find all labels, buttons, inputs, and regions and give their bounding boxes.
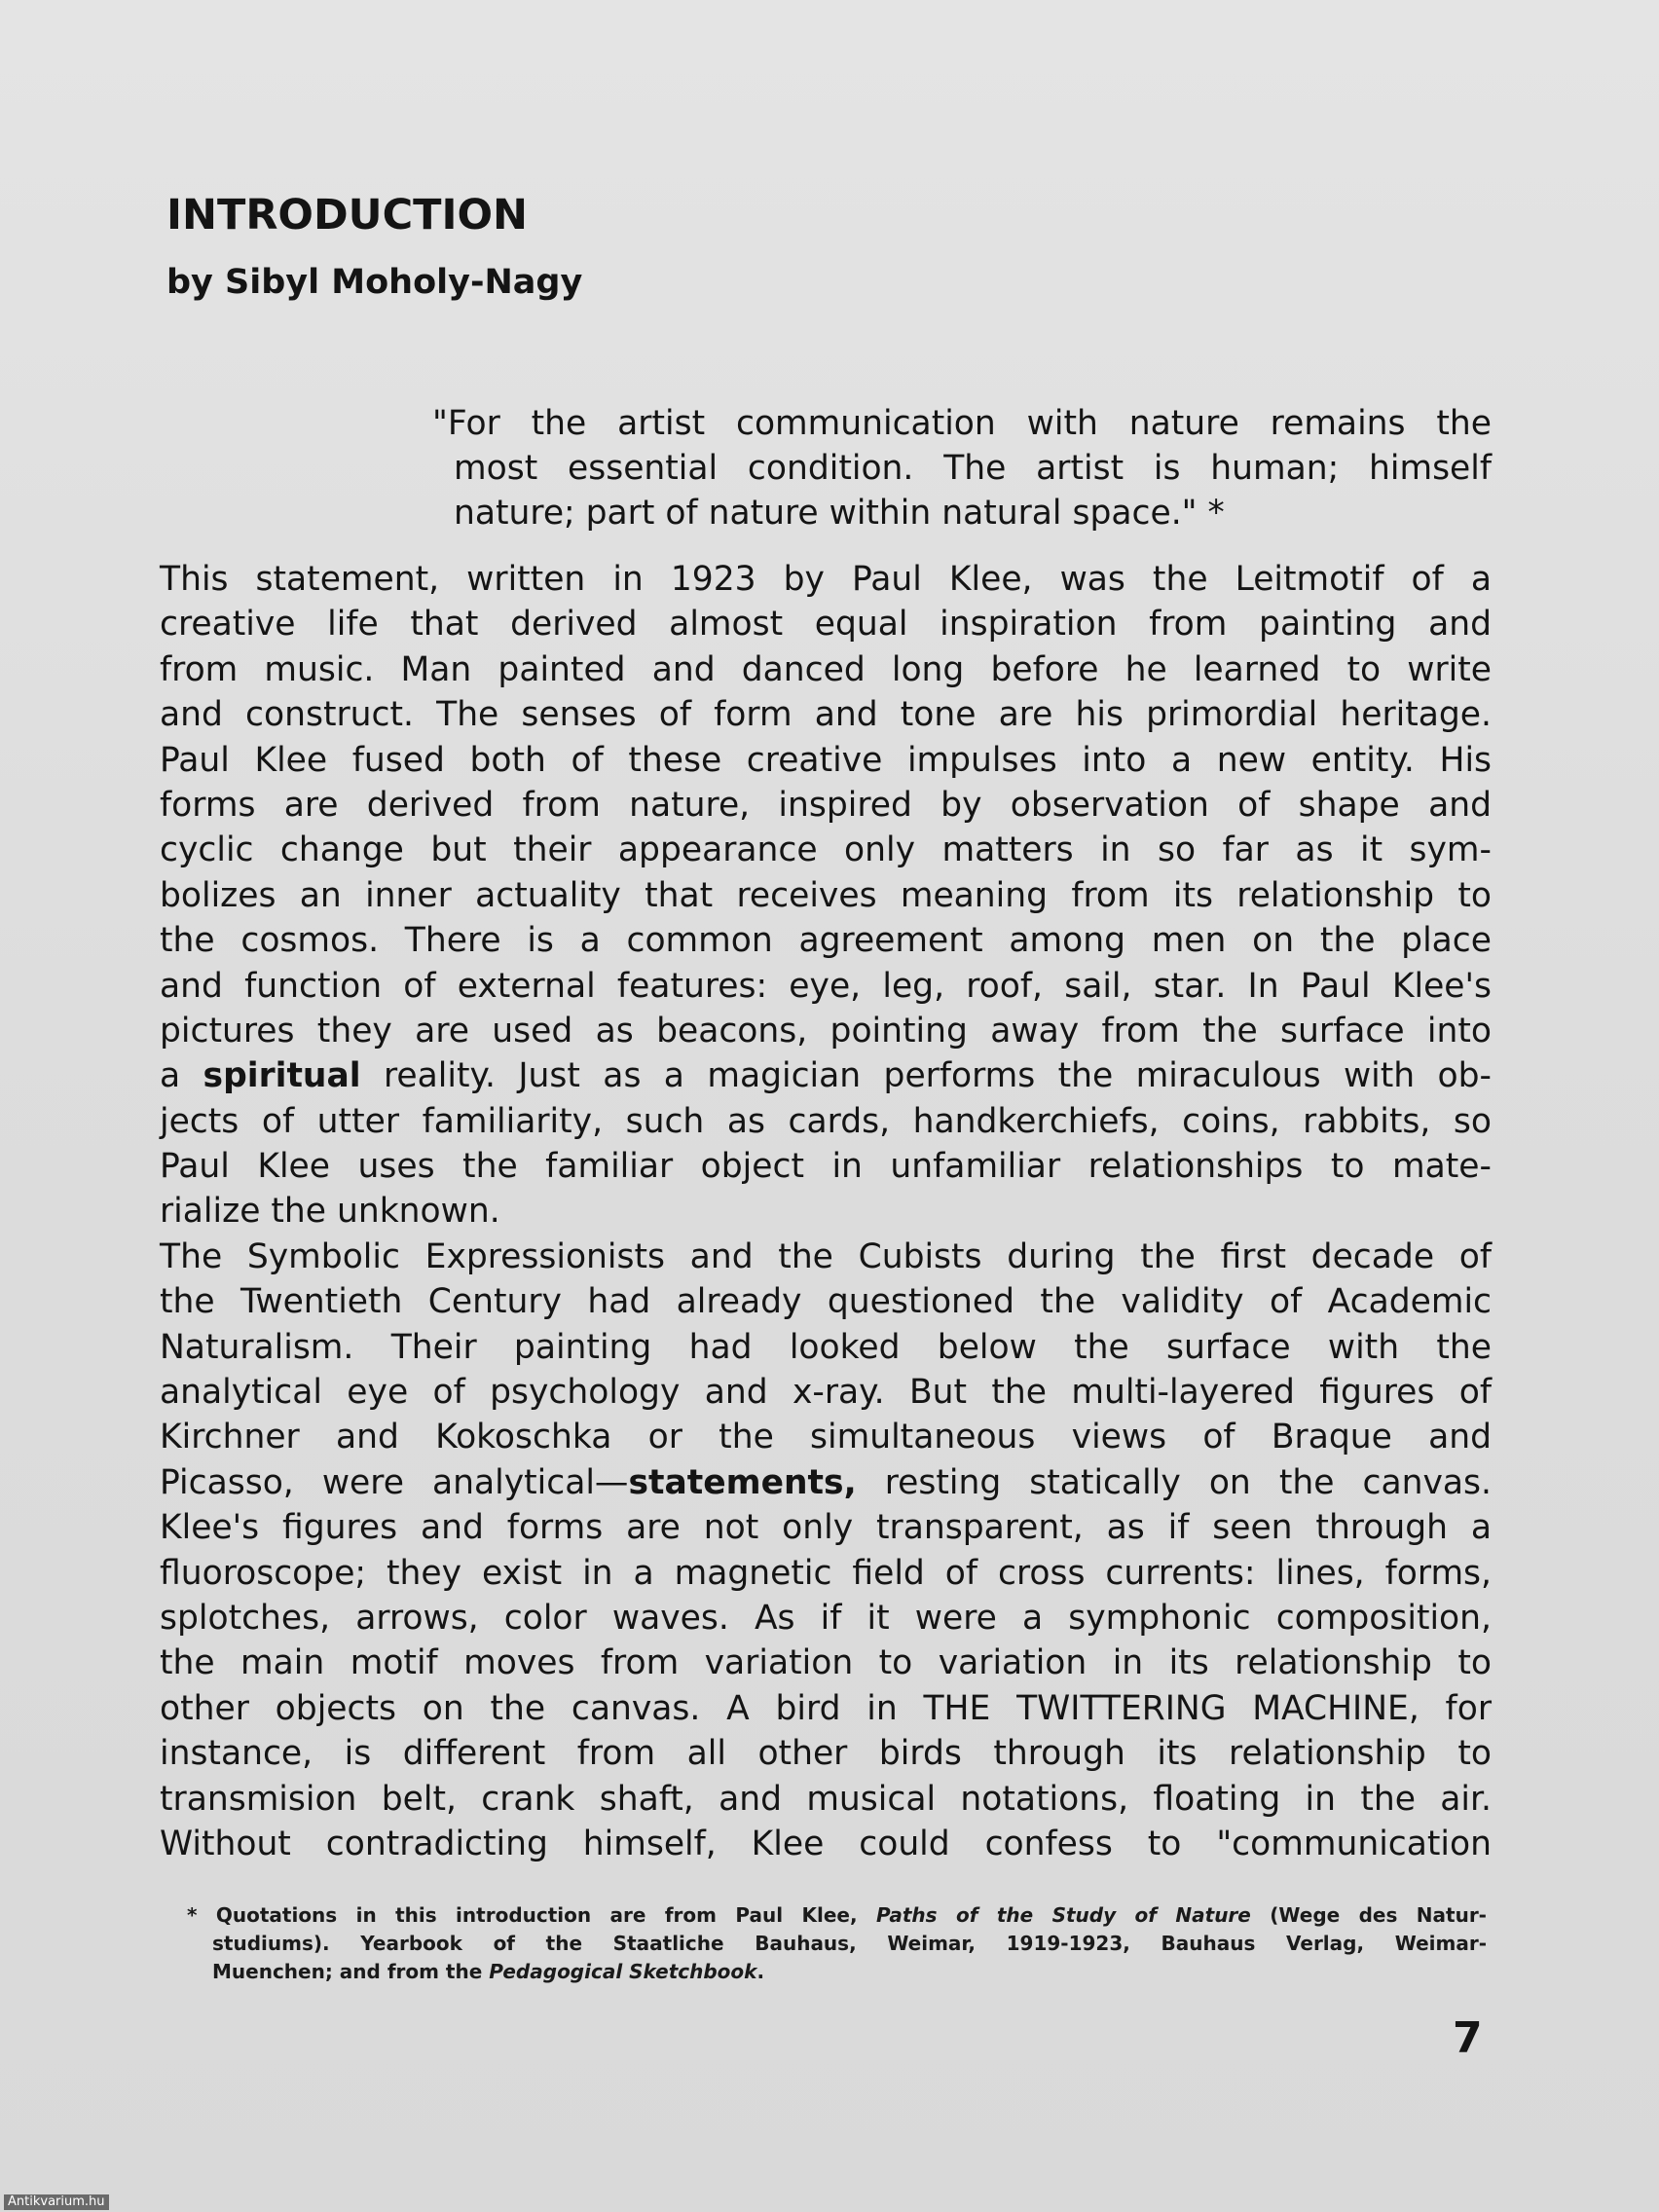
body-text — [160, 557, 1492, 1866]
author-byline: by Sibyl Moholy-Nagy — [166, 263, 583, 302]
body-line: and construct. The senses of form and tone are his primordial heritage. — [160, 695, 1492, 735]
body-line: Naturalism. Their painting had looked below the surface with the — [160, 1327, 1492, 1367]
body-line: jects of utter familiarity, such as cards, handkerchiefs, coins, rabbits, so — [160, 1101, 1492, 1141]
body-line: Paul Klee uses the familiar object in unfamiliar relationships to mate- — [160, 1147, 1492, 1187]
footnote-line — [187, 1958, 1487, 1986]
body-line: pictures they are used as beacons, pointing away from the surface into — [160, 1011, 1492, 1051]
footnote-book-title: Paths of the Study of Nature — [876, 1903, 1251, 1927]
body-line: fluoroscope; they exist in a magnetic field of cross currents: lines, forms, — [160, 1553, 1492, 1593]
emphasis-spiritual: spiritual — [203, 1056, 361, 1096]
body-line: and function of external features: eye, leg, roof, sail, star. In Paul Klee's — [160, 966, 1492, 1006]
footnote-fragment: * Quotations in this introduction are from Paul Klee, — [187, 1903, 876, 1927]
body-line: Kirchner and Kokoschka or the simultaneous views of Braque and — [160, 1418, 1492, 1457]
body-line: instance, is different from all other birds through its relationship to — [160, 1734, 1492, 1774]
footnote-fragment: (Wege des Natur- — [1250, 1903, 1487, 1927]
body-line: rialize the unknown. — [160, 1192, 500, 1232]
body-line: from music. Man painted and danced long before he learned to write — [160, 649, 1492, 689]
footnote-line: studiums). Yearbook of the Staatliche Bauhaus, Weimar, 1919-1923, Bauhaus Verlag, Weimar- — [212, 1932, 1487, 1955]
body-fragment: resting statically on the canvas. — [856, 1462, 1492, 1502]
body-line: cyclic change but their appearance only matters in so far as it sym- — [160, 830, 1492, 870]
body-line: This statement, written in 1923 by Paul Klee, was the Leitmotif of a — [160, 560, 1492, 599]
body-fragment: Picasso, were analytical— — [160, 1462, 629, 1502]
body-line: splotches, arrows, color waves. As if it were a symphonic composition, — [160, 1598, 1492, 1638]
page-number: 7 — [1453, 2013, 1483, 2063]
epigraph-quote — [432, 401, 1492, 535]
epigraph-line: nature; part of nature within natural space." * — [454, 494, 1225, 533]
body-line: other objects on the canvas. A bird in THE TWITTERING MACHINE, for — [160, 1688, 1492, 1728]
footnote-line — [187, 1901, 1487, 1930]
emphasis-statements: statements, — [628, 1462, 857, 1502]
body-line: the Twentieth Century had already questioned the validity of Academic — [160, 1282, 1492, 1322]
footnote-book-title: Pedagogical Sketchbook — [489, 1960, 757, 1983]
body-line: bolizes an inner actuality that receives meaning from its relationship to — [160, 875, 1492, 915]
body-line: analytical eye of psychology and x-ray. But the multi-layered figures of — [160, 1373, 1492, 1413]
footnote-fragment: Muenchen; and from the — [212, 1960, 490, 1983]
footnote-fragment: . — [756, 1960, 765, 1983]
body-fragment: a — [160, 1056, 203, 1096]
chapter-heading: INTRODUCTION — [166, 191, 529, 240]
watermark: Antikvarium.hu — [4, 2194, 109, 2210]
body-fragment: reality. Just as a magician performs the miraculous with ob- — [360, 1056, 1493, 1096]
body-line: forms are derived from nature, inspired by observation of shape and — [160, 785, 1492, 825]
epigraph-line: "For the artist communication with nature remains the — [432, 404, 1492, 443]
epigraph-line: most essential condition. The artist is human; himself — [454, 449, 1492, 488]
body-line: Klee's figures and forms are not only transparent, as if seen through a — [160, 1508, 1492, 1548]
footnote — [187, 1901, 1487, 1986]
body-line: Paul Klee fused both of these creative impulses into a new entity. His — [160, 740, 1492, 780]
body-line — [160, 1053, 1492, 1098]
body-line — [160, 1460, 1492, 1505]
body-line: the cosmos. There is a common agreement among men on the place — [160, 921, 1492, 961]
body-line: Without contradicting himself, Klee could confess to "communication — [160, 1824, 1492, 1863]
body-line: the main motif moves from variation to variation in its relationship to — [160, 1643, 1492, 1683]
body-line: The Symbolic Expressionists and the Cubists during the first decade of — [160, 1236, 1492, 1276]
body-line: transmision belt, crank shaft, and musical notations, floating in the air. — [160, 1779, 1492, 1819]
body-line: creative life that derived almost equal inspiration from painting and — [160, 605, 1492, 645]
